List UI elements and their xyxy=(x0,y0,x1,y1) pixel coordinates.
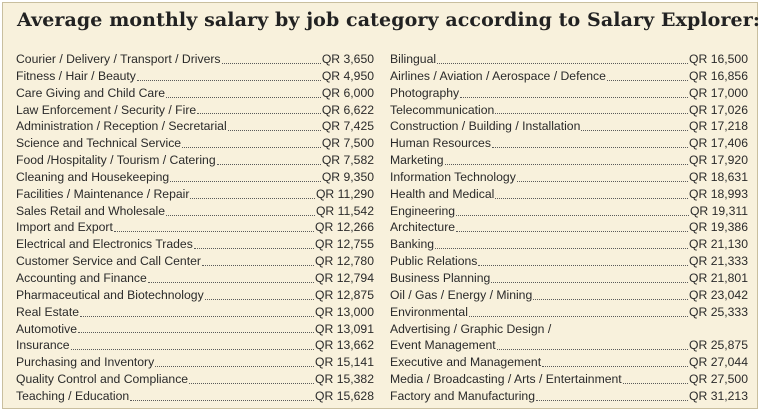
salary-value: QR 15,382 xyxy=(315,372,374,387)
salary-row xyxy=(390,304,748,321)
job-category-label: Marketing xyxy=(390,153,444,168)
job-category-label: Health and Medical xyxy=(390,186,495,201)
dot-leader xyxy=(189,383,314,384)
salary-value: QR 12,266 xyxy=(315,220,374,235)
salary-row xyxy=(390,253,748,270)
salary-row xyxy=(16,68,374,85)
job-category-label: Courier / Delivery / Transport / Drivers xyxy=(16,52,221,66)
job-category-label: Law Enforcement / Security / Fire xyxy=(16,102,197,117)
job-category-label: Care Giving and Child Care xyxy=(16,85,166,100)
job-category-label: Science and Technical Service xyxy=(16,136,182,151)
dot-leader xyxy=(460,97,688,98)
salary-value: QR 13,091 xyxy=(315,321,374,336)
salary-list-right xyxy=(390,51,748,405)
job-category-label: Facilities / Maintenance / Repair xyxy=(16,186,190,201)
dot-leader xyxy=(217,164,321,165)
salary-row xyxy=(390,219,748,236)
salary-row xyxy=(16,203,374,220)
salary-row xyxy=(390,287,748,304)
job-category-label: Pharmaceutical and Biotechnology xyxy=(16,287,204,302)
job-category-label: Media / Broadcasting / Arts / Entertainment xyxy=(390,372,622,387)
salary-row xyxy=(16,118,374,135)
salary-row xyxy=(16,169,374,186)
job-category-label: Teaching / Education xyxy=(16,388,130,403)
salary-panel xyxy=(2,2,758,409)
dot-leader xyxy=(130,400,314,401)
salary-row xyxy=(390,152,748,169)
salary-row xyxy=(390,236,748,253)
dot-leader xyxy=(166,215,315,216)
job-category-label: Information Technology xyxy=(390,169,516,184)
job-category-label: Accounting and Finance xyxy=(16,270,147,285)
dot-leader xyxy=(222,63,321,64)
salary-value: QR 17,920 xyxy=(689,153,748,168)
job-category-label: Airlines / Aviation / Aerospace / Defence xyxy=(390,68,606,83)
salary-row xyxy=(16,102,374,119)
dot-leader xyxy=(495,113,688,114)
salary-value: QR 13,662 xyxy=(315,338,374,353)
dot-leader xyxy=(190,198,315,199)
salary-row xyxy=(390,270,748,287)
salary-row xyxy=(390,354,748,371)
dot-leader xyxy=(495,198,688,199)
salary-value: QR 16,500 xyxy=(689,52,748,66)
job-category-label: Fitness / Hair / Beauty xyxy=(16,68,136,83)
dot-leader xyxy=(623,383,688,384)
dot-leader xyxy=(148,282,314,283)
job-category-label: Environmental xyxy=(390,304,468,319)
dot-leader xyxy=(492,147,688,148)
dot-leader xyxy=(517,181,688,182)
job-category-label: Factory and Manufacturing xyxy=(390,388,535,403)
dot-leader xyxy=(205,299,314,300)
job-category-label: Business Planning xyxy=(390,270,491,285)
dot-leader xyxy=(197,113,321,114)
salary-row xyxy=(390,371,748,388)
dot-leader xyxy=(456,215,689,216)
dot-leader xyxy=(581,130,688,131)
job-category-label: Sales Retail and Wholesale xyxy=(16,203,166,218)
job-category-label: Oil / Gas / Energy / Mining xyxy=(390,287,533,302)
salary-value: QR 21,333 xyxy=(689,254,748,269)
dot-leader xyxy=(202,265,314,266)
salary-row xyxy=(16,337,374,354)
salary-row xyxy=(16,152,374,169)
dot-leader xyxy=(155,366,314,367)
dot-leader xyxy=(607,80,688,81)
salary-row xyxy=(16,321,374,338)
salary-value: QR 17,000 xyxy=(689,85,748,100)
salary-row xyxy=(16,287,374,304)
salary-value: QR 31,213 xyxy=(689,388,748,403)
job-category-label: Import and Export xyxy=(16,220,113,235)
job-category-label: Event Management xyxy=(390,338,496,353)
salary-value: QR 15,141 xyxy=(315,355,374,370)
salary-value: QR 18,993 xyxy=(689,186,748,201)
salary-value: QR 15,628 xyxy=(315,388,374,403)
page-title: Average monthly salary by job category according to Salary Explorer: xyxy=(17,9,760,31)
job-category-label: Executive and Management xyxy=(390,355,542,370)
salary-row xyxy=(390,203,748,220)
salary-row xyxy=(16,51,374,68)
salary-value: QR 6,000 xyxy=(321,85,374,100)
salary-row xyxy=(16,135,374,152)
job-category-label: Banking xyxy=(390,237,435,252)
salary-row xyxy=(16,304,374,321)
salary-row xyxy=(390,388,748,405)
salary-row xyxy=(390,85,748,102)
salary-value: QR 25,333 xyxy=(689,304,748,319)
job-category-label: Bilingual xyxy=(390,52,437,66)
job-category-label: Insurance xyxy=(16,338,70,353)
dot-leader xyxy=(78,332,314,333)
salary-value: QR 21,801 xyxy=(689,270,748,285)
job-category-label: Advertising / Graphic Design / xyxy=(390,321,552,336)
dot-leader xyxy=(71,349,315,350)
job-category-label: Photography xyxy=(390,85,460,100)
salary-row xyxy=(16,219,374,236)
salary-row xyxy=(16,236,374,253)
job-category-label: Administration / Reception / Secretarial xyxy=(16,119,227,134)
dot-leader xyxy=(533,299,688,300)
salary-row xyxy=(390,169,748,186)
dot-leader xyxy=(166,97,321,98)
job-category-label: Engineering xyxy=(390,203,456,218)
salary-row xyxy=(390,135,748,152)
dot-leader xyxy=(497,349,688,350)
salary-value: QR 17,406 xyxy=(689,136,748,151)
job-category-label: Electrical and Electronics Trades xyxy=(16,237,193,252)
salary-list-left xyxy=(16,51,374,405)
dot-leader xyxy=(478,265,688,266)
salary-value: QR 7,500 xyxy=(321,136,374,151)
dot-leader xyxy=(469,316,688,317)
dot-leader xyxy=(435,248,688,249)
salary-value: QR 13,000 xyxy=(315,304,374,319)
job-category-label: Cleaning and Housekeeping xyxy=(16,169,170,184)
salary-value: QR 12,875 xyxy=(315,287,374,302)
job-category-label: Food /Hospitality / Tourism / Catering xyxy=(16,153,216,168)
dot-leader xyxy=(228,130,321,131)
dot-leader xyxy=(536,400,688,401)
dot-leader xyxy=(80,316,314,317)
dot-leader xyxy=(542,366,688,367)
salary-row xyxy=(16,354,374,371)
dot-leader xyxy=(170,181,321,182)
dot-leader xyxy=(194,248,314,249)
salary-value: QR 11,542 xyxy=(315,203,374,218)
salary-value: QR 7,425 xyxy=(321,119,374,134)
salary-value: QR 18,631 xyxy=(689,169,748,184)
salary-row xyxy=(390,102,748,119)
salary-row xyxy=(16,85,374,102)
dot-leader xyxy=(137,80,321,81)
job-category-label: Construction / Building / Installation xyxy=(390,119,581,134)
salary-value: QR 21,130 xyxy=(689,237,748,252)
salary-value: QR 25,875 xyxy=(689,338,748,353)
dot-leader xyxy=(114,231,314,232)
dot-leader xyxy=(456,231,688,232)
salary-value: QR 19,311 xyxy=(689,203,748,218)
salary-row xyxy=(390,51,748,68)
job-category-label: Public Relations xyxy=(390,254,478,269)
salary-row xyxy=(16,253,374,270)
job-category-label: Human Resources xyxy=(390,136,491,151)
salary-row xyxy=(390,68,748,85)
salary-value: QR 12,780 xyxy=(315,254,374,269)
salary-value: QR 17,026 xyxy=(689,102,748,117)
salary-value: QR 7,582 xyxy=(321,153,374,168)
salary-row xyxy=(16,388,374,405)
salary-row xyxy=(390,321,748,338)
salary-value: QR 19,386 xyxy=(689,220,748,235)
dot-leader xyxy=(182,147,321,148)
job-category-label: Quality Control and Compliance xyxy=(16,372,189,387)
salary-row xyxy=(16,186,374,203)
salary-value: QR 23,042 xyxy=(689,287,748,302)
dot-leader xyxy=(445,164,689,165)
job-category-label: Real Estate xyxy=(16,304,80,319)
dot-leader xyxy=(437,63,688,64)
salary-value: QR 27,500 xyxy=(689,372,748,387)
job-category-label: Customer Service and Call Center xyxy=(16,254,201,269)
dot-leader xyxy=(491,282,688,283)
salary-value: QR 9,350 xyxy=(321,169,374,184)
salary-row xyxy=(390,337,748,354)
salary-value: QR 11,290 xyxy=(315,186,374,201)
salary-value: QR 4,950 xyxy=(321,68,374,83)
job-category-label: Telecommunication xyxy=(390,102,495,117)
salary-value: QR 12,794 xyxy=(315,270,374,285)
salary-value: QR 16,856 xyxy=(689,68,748,83)
job-category-label: Automotive xyxy=(16,321,77,336)
salary-value: QR 27,044 xyxy=(689,355,748,370)
job-category-label: Purchasing and Inventory xyxy=(16,355,155,370)
salary-value: QR 12,755 xyxy=(315,237,374,252)
job-category-label: Architecture xyxy=(390,220,456,235)
salary-value: QR 6,622 xyxy=(321,102,374,117)
salary-row xyxy=(16,270,374,287)
salary-value: QR 17,218 xyxy=(689,119,748,134)
salary-row xyxy=(390,118,748,135)
salary-row xyxy=(390,186,748,203)
salary-value: QR 3,650 xyxy=(321,52,374,66)
salary-row xyxy=(16,371,374,388)
